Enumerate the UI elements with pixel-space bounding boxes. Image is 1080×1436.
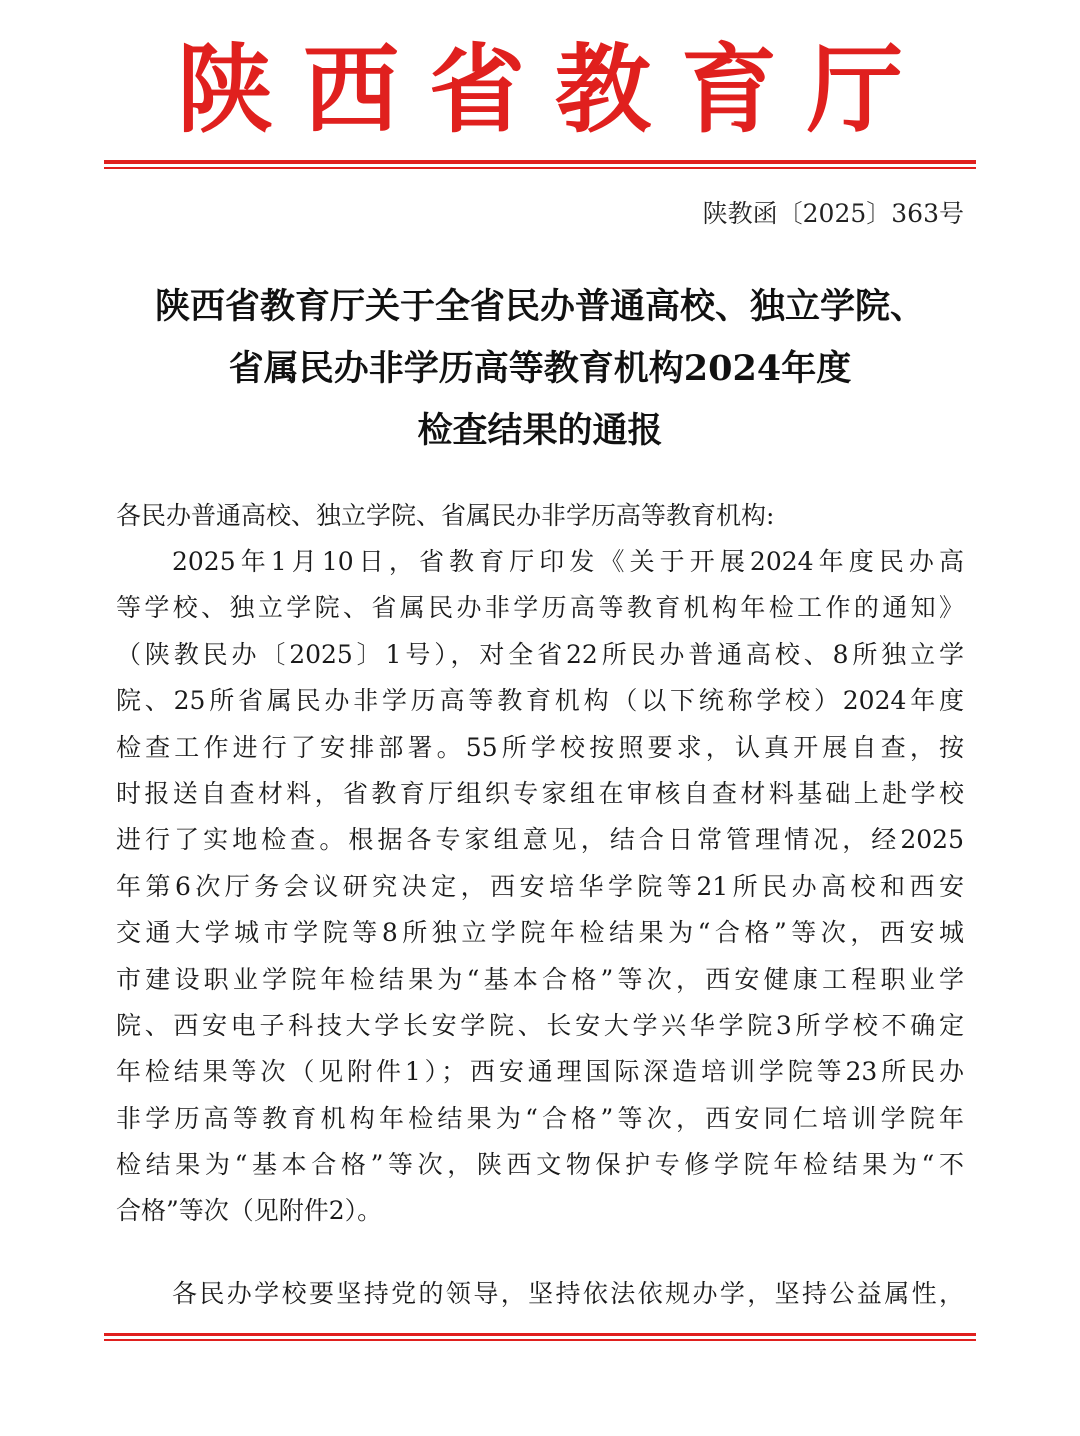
paragraph-line: 院、25所省属民办非学历高等教育机构（以下统称学校）2024年度 [116,686,964,716]
paragraph-line: 进行了实地检查。根据各专家组意见，结合日常管理情况，经2025 [116,825,964,855]
paragraph-line: 市建设职业学院年检结果为“基本合格”等次，西安健康工程职业学 [116,964,964,994]
paragraph-line: 时报送自查材料，省教育厅组织专家组在审核自查材料基础上赴学校 [116,778,964,808]
paragraph-line: 年检结果等次（见附件1）；西安通理国际深造培训学院等23所民办 [116,1057,964,1087]
paragraph-line: 2025年1月10日，省教育厅印发《关于开展2024年度民办高 [172,547,964,576]
agency-masthead: 陕西省教育厅 [177,33,933,146]
title-line-2: 省属民办非学历高等教育机构2024年度 [228,348,852,389]
paragraph-line: 年第6次厅务会议研究决定，西安培华学院等21所民办高校和西安 [116,871,964,901]
paragraph-line: 合格”等次（见附件2）。 [116,1196,383,1226]
body-paragraph-2 [116,1271,964,1317]
salutation: 各民办普通高校、独立学院、省属民办非学历高等教育机构: [116,501,775,530]
paragraph-line: 等学校、独立学院、省属民办非学历高等教育机构年检工作的通知》 [116,593,964,623]
document-title [100,276,980,462]
paragraph-line: 院、西安电子科技大学长安学院、长安大学兴华学院3所学校不确定 [116,1010,964,1040]
title-line-1: 陕西省教育厅关于全省民办普通高校、独立学院、 [154,286,925,327]
bottom-red-rule [104,1333,976,1341]
title-line-3: 检查结果的通报 [417,410,663,451]
paragraph-line: 各民办学校要坚持党的领导，坚持依法依规办学，坚持公益属性， [172,1279,964,1308]
paragraph-line: 检结果为“基本合格”等次，陕西文物保护专修学院年检结果为“不 [116,1150,964,1180]
top-red-rule [104,160,976,169]
paragraph-line: 交通大学城市学院等8所独立学院年检结果为“合格”等次，西安城 [116,918,964,948]
document-number: 陕教函〔2025〕363号 [702,199,964,228]
paragraph-line: 非学历高等教育机构年检结果为“合格”等次，西安同仁培训学院年 [116,1103,964,1133]
paragraph-line: 检查工作进行了安排部署。55所学校按照要求，认真开展自查，按 [116,732,964,762]
paragraph-line: （陕教民办〔2025〕1号），对全省22所民办普通高校、8所独立学 [116,639,964,669]
body-paragraph-1 [116,539,964,1235]
